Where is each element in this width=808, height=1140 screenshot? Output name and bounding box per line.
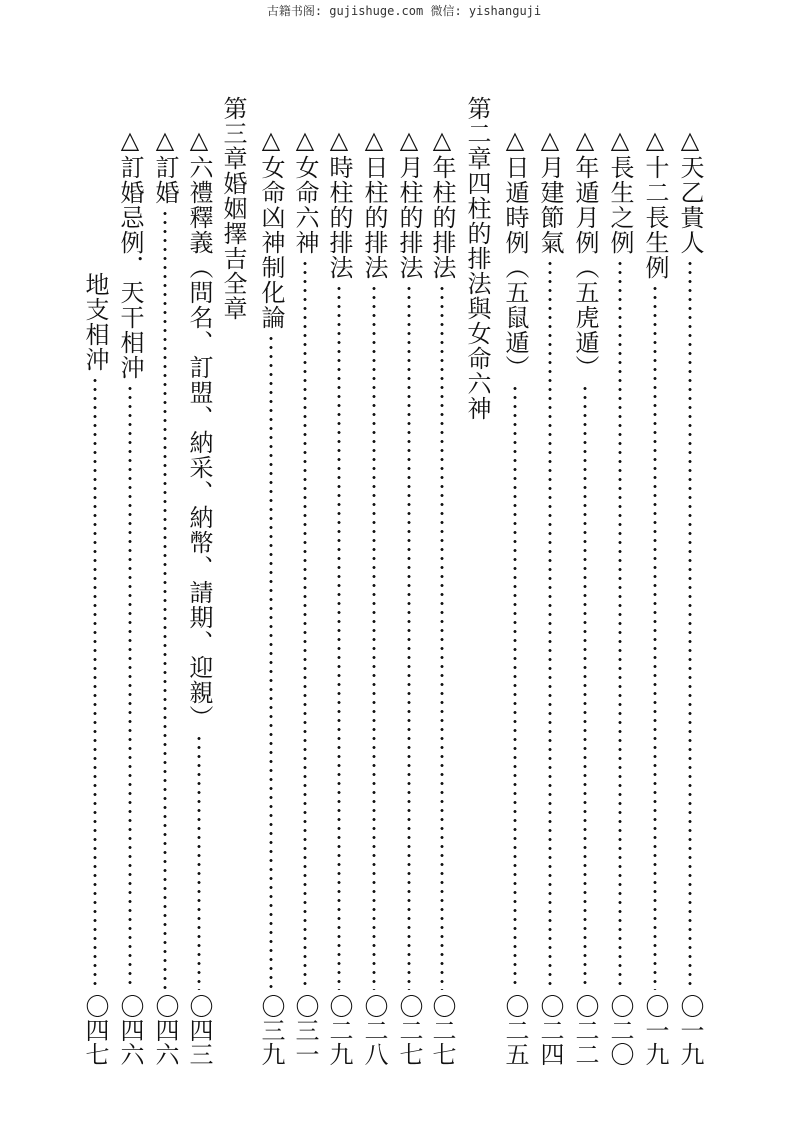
toc-column: [80, 0, 110, 1140]
leader-dots: [407, 284, 411, 990]
toc-entry-page: 〇三九: [257, 994, 285, 1066]
toc-entry[interactable]: [675, 126, 705, 1066]
toc-entry[interactable]: [427, 126, 457, 1066]
leader-dots: [303, 259, 307, 990]
chapter-title: 第二章四柱的排法與女命六神: [463, 96, 491, 421]
toc-entry[interactable]: [500, 126, 530, 1066]
toc-entry-title: △日遁時例（五鼠遁）: [501, 126, 529, 380]
leader-dots: [372, 284, 376, 990]
toc-entry-page: 〇二七: [428, 994, 456, 1066]
toc-column: [570, 0, 600, 1140]
toc-entry-page: 〇二七: [395, 994, 423, 1066]
toc-entry-title: △年遁月例（五虎遁）: [571, 126, 599, 380]
toc-entry-page: 〇二八: [360, 994, 388, 1066]
toc-entry-title: △年柱的排法: [428, 126, 456, 280]
toc-entry-title: △日柱的排法: [360, 126, 388, 280]
leader-dots: [688, 259, 692, 990]
toc-entry[interactable]: [605, 126, 635, 1066]
toc-column: [535, 0, 565, 1140]
toc-column: [675, 0, 705, 1140]
toc-entry-page: 〇二五: [501, 994, 529, 1066]
toc-column: [115, 0, 145, 1140]
toc-entry[interactable]: [80, 272, 110, 1066]
toc-column: [150, 0, 180, 1140]
leader-dots: [440, 284, 444, 990]
toc-column: [605, 0, 635, 1140]
leader-dots: [269, 334, 273, 990]
toc-entry-title: △天乙貴人: [676, 126, 704, 255]
leader-dots: [653, 284, 657, 990]
chapter-heading: [462, 96, 492, 425]
leader-dots: [337, 284, 341, 990]
toc-entry[interactable]: [359, 126, 389, 1066]
toc-entry-page: 〇二四: [536, 994, 564, 1066]
toc-entry-title: △月建節氣: [536, 126, 564, 255]
toc-entry-page: 〇四七: [81, 994, 109, 1066]
leader-dots: [513, 384, 517, 990]
toc-entry-title: 地支相沖: [81, 272, 109, 372]
toc-column: [290, 0, 320, 1140]
toc-entry-title: △十二長生例: [641, 126, 669, 280]
toc-entry-title: △女命凶神制化論: [257, 126, 285, 330]
toc-column: [256, 0, 286, 1140]
toc-entry-title: △長生之例: [606, 126, 634, 255]
toc-entry[interactable]: [256, 126, 286, 1066]
toc-entry[interactable]: [324, 126, 354, 1066]
toc-entry[interactable]: [290, 126, 320, 1066]
toc-entry-title: △女命六神: [291, 126, 319, 255]
toc-column: [324, 0, 354, 1140]
leader-dots: [583, 384, 587, 990]
chapter-heading: [218, 96, 248, 325]
leader-dots: [128, 384, 132, 990]
toc-column: [184, 0, 214, 1140]
toc-entry[interactable]: [535, 126, 565, 1066]
leader-dots: [163, 209, 167, 990]
toc-entry[interactable]: [115, 126, 145, 1066]
toc-entry[interactable]: [150, 126, 180, 1066]
toc-entry-page: 〇二二: [571, 994, 599, 1066]
toc-entry-title: △訂婚: [151, 126, 179, 205]
toc-entry-page: 〇一九: [641, 994, 669, 1066]
toc-entry-title: △月柱的排法: [395, 126, 423, 280]
toc-entry-title: △時柱的排法: [325, 126, 353, 280]
toc-column: [359, 0, 389, 1140]
toc-entry-page: 〇四三: [185, 994, 213, 1066]
toc-entry-title: △六禮釋義（問名、訂盟、納采、納幣、請期、迎親）: [185, 126, 213, 730]
toc-entry[interactable]: [184, 126, 214, 1066]
toc-column: [394, 0, 424, 1140]
watermark: 古籍书阁: gujishuge.com 微信: yishanguji: [266, 4, 542, 18]
toc-entry-page: 〇四六: [116, 994, 144, 1066]
toc-entry-page: 〇三一: [291, 994, 319, 1066]
leader-dots: [197, 734, 201, 990]
chapter-title: 第三章婚姻擇吉全章: [219, 96, 247, 321]
toc-column: [640, 0, 670, 1140]
toc-column: [500, 0, 530, 1140]
leader-dots: [618, 259, 622, 990]
leader-dots: [548, 259, 552, 990]
toc-entry[interactable]: [570, 126, 600, 1066]
leader-dots: [93, 376, 97, 990]
toc-entry-page: 〇四六: [151, 994, 179, 1066]
toc-entry-page: 〇一九: [676, 994, 704, 1066]
toc-column: [427, 0, 457, 1140]
toc-entry[interactable]: [640, 126, 670, 1066]
toc-entry-page: 〇二九: [325, 994, 353, 1066]
toc-entry-title: △訂婚忌例．天干相沖: [116, 126, 144, 380]
toc-entry[interactable]: [394, 126, 424, 1066]
toc-entry-page: 〇二〇: [606, 994, 634, 1066]
